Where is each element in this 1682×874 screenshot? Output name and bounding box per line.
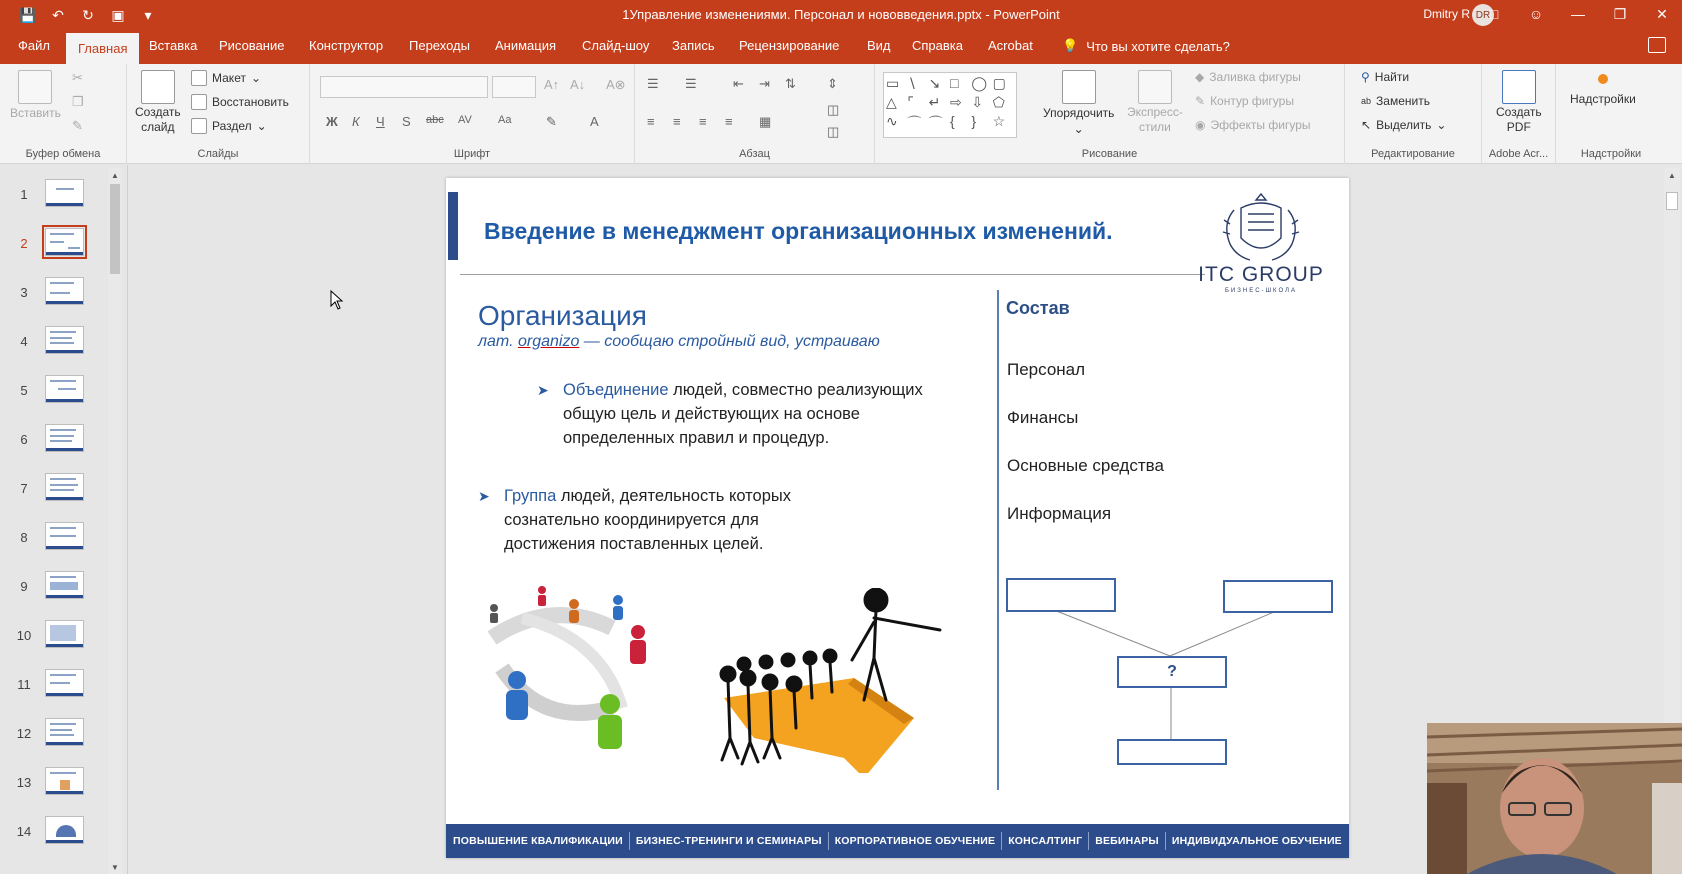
pentagon-shape-icon[interactable]: ⬠ (992, 94, 1005, 110)
reset-icon (191, 94, 207, 110)
ribbon-display-icon[interactable]: □ (1489, 6, 1499, 22)
ribbon-tabs (0, 30, 1682, 64)
elbow-shape-icon[interactable]: ↵ (928, 94, 941, 110)
underline-button[interactable]: Ч (376, 114, 385, 129)
tell-me-text: Что вы хотите сделать? (1086, 38, 1230, 54)
undo-icon[interactable]: ↶ (52, 6, 64, 23)
footer-item: КОНСАЛТИНГ (1008, 835, 1083, 847)
scrollbar-thumb[interactable] (110, 184, 120, 274)
slide-thumbnail[interactable]: 5 (0, 373, 110, 419)
slide-footer (446, 824, 1349, 858)
addins-button[interactable]: Надстройки (1570, 74, 1636, 106)
highlight-icon[interactable]: ✎ (546, 114, 557, 129)
save-icon[interactable]: 💾 (19, 6, 37, 23)
tell-me-box[interactable] (1062, 38, 1230, 54)
slide-thumbnail[interactable]: 3 (0, 275, 110, 321)
slide-thumbnail[interactable]: 7 (0, 471, 110, 517)
heading-divider (460, 274, 1205, 275)
section-icon (191, 118, 207, 134)
scrollbar-thumb[interactable] (1666, 192, 1678, 210)
align-right-icon[interactable]: ≡ (699, 114, 707, 129)
diagram-box-top-right[interactable] (1223, 580, 1333, 613)
shapes-gallery[interactable] (883, 72, 1017, 138)
shape-outline-button[interactable]: ✎ Контур фигуры (1195, 94, 1294, 108)
tab-record[interactable]: Запись (672, 38, 715, 53)
thumbnail-image (45, 375, 84, 403)
freeform-shape-icon[interactable]: ∿ (886, 113, 898, 129)
footer-item: ИНДИВИДУАЛЬНОЕ ОБУЧЕНИЕ (1171, 835, 1342, 847)
latin-word: organizo (517, 333, 580, 350)
replace-button[interactable]: ab Заменить (1361, 94, 1430, 108)
tab-animations[interactable]: Анимация (495, 38, 557, 53)
thumbnail-image (45, 228, 84, 256)
font-color-icon[interactable]: A (590, 114, 599, 129)
slide-thumbnail[interactable]: 9 (0, 569, 110, 615)
shape-fill-button[interactable]: ◆ Заливка фигуры (1195, 70, 1301, 84)
curve-shape-icon[interactable]: ⌒ (907, 115, 922, 131)
diagram-box-top-left[interactable] (1006, 578, 1116, 612)
shadow-button[interactable]: S (402, 114, 411, 129)
tab-view[interactable]: Вид (867, 38, 891, 53)
close-icon[interactable]: ✕ (1656, 5, 1668, 22)
thumbnail-image (45, 179, 84, 207)
group-paragraph (635, 64, 875, 164)
clipboard-icon (18, 70, 52, 104)
paint-bucket-icon: ◆ (1195, 70, 1205, 84)
smartart-icon[interactable]: ◫ (827, 124, 840, 139)
group-label: Буфер обмена (25, 148, 101, 160)
slide-heading[interactable]: Введение в менеджмент организационных изменений. (484, 218, 1113, 244)
group-label: Редактирование (1371, 148, 1455, 160)
webcam-video-image (1427, 723, 1682, 874)
cut-icon[interactable]: ✂ (72, 70, 83, 85)
thumbnail-image (45, 620, 84, 648)
scroll-up-icon[interactable]: ▲ (1668, 170, 1676, 180)
composition-item[interactable]: Финансы (1007, 408, 1079, 427)
webcam-overlay (1427, 723, 1682, 874)
column-divider (997, 290, 999, 790)
replace-icon: ab (1361, 96, 1372, 106)
strikethrough-button[interactable]: abc (426, 114, 444, 126)
thumbnail-image (45, 767, 84, 795)
arc-shape-icon[interactable]: ⌒ (928, 115, 943, 131)
group-font (310, 64, 635, 164)
ribbon (0, 64, 1682, 164)
bullet-arrow-icon: ➤ (478, 488, 490, 504)
smiley-icon[interactable]: ☺ (1528, 6, 1544, 22)
tab-slideshow[interactable]: Слайд-шоу (582, 38, 650, 53)
align-center-icon[interactable]: ≡ (673, 114, 681, 129)
numbering-icon[interactable]: ☰ (685, 76, 697, 91)
paste-button[interactable]: Вставить (10, 70, 61, 120)
shrink-font-icon[interactable]: A↓ (570, 77, 586, 92)
group-editing (1345, 64, 1482, 164)
bullet-arrow-icon: ➤ (537, 382, 549, 398)
group-label: Шрифт (453, 148, 491, 160)
right-arrow-shape-icon[interactable]: ⇨ (950, 94, 962, 110)
line-spacing-icon[interactable]: ⇅ (785, 76, 796, 91)
new-slide-icon (141, 70, 175, 104)
slide-canvas[interactable] (446, 178, 1349, 858)
slide-thumbnail[interactable]: 11 (0, 667, 110, 713)
slide-thumbnail[interactable]: 4 (0, 324, 110, 370)
tab-review[interactable]: Рецензирование (739, 38, 840, 53)
thumbnails-scrollbar[interactable] (108, 168, 122, 874)
tab-design[interactable]: Конструктор (309, 38, 384, 53)
slide-thumbnail[interactable]: 1 (0, 177, 110, 223)
tab-home[interactable]: Главная (66, 33, 139, 64)
group-drawing (875, 64, 1345, 164)
create-pdf-button[interactable]: Создать PDF (1496, 70, 1542, 134)
bullet-association[interactable]: ➤ Объединение людей, совместно реализующих общую цель и действующих на основе определенных правил и процедур. (563, 378, 963, 450)
increase-indent-icon[interactable]: ⇥ (759, 76, 770, 91)
italic-button[interactable]: К (352, 114, 360, 129)
tab-insert[interactable]: Вставка (149, 38, 198, 53)
chevron-down-icon: ⌄ (1436, 118, 1447, 132)
columns-icon[interactable]: ▦ (759, 114, 772, 129)
pdf-icon (1502, 70, 1536, 104)
thumbnail-image (45, 473, 84, 501)
star-shape-icon[interactable]: ☆ (992, 113, 1006, 129)
char-spacing-button[interactable]: AV (458, 114, 472, 126)
composition-item[interactable]: Основные средства (1007, 456, 1164, 475)
avatar[interactable]: DR (1472, 4, 1494, 26)
leader-team-illustration (714, 588, 946, 773)
logo-text: ITC GROUP (1198, 263, 1324, 286)
find-button[interactable]: ⚲ Найти (1361, 70, 1410, 84)
thumbnail-image (45, 326, 84, 354)
align-text-icon[interactable]: ◫ (827, 102, 840, 117)
group-label: Adobe Acr... (1488, 148, 1549, 160)
group-label: Абзац (739, 148, 770, 160)
bold-button[interactable]: Ж (326, 114, 338, 129)
triangle-shape-icon[interactable]: △ (886, 94, 897, 110)
user-name[interactable]: Dmitry R (1423, 7, 1470, 21)
diagram-box-bottom[interactable] (1117, 739, 1227, 765)
group-clipboard (0, 64, 127, 164)
group-addins (1556, 64, 1666, 164)
arrange-button[interactable]: Упорядочить ⌄ (1043, 70, 1114, 136)
align-left-icon[interactable]: ≡ (647, 114, 655, 129)
search-icon: ⚲ (1361, 70, 1370, 84)
effects-icon: ◉ (1195, 118, 1206, 132)
format-painter-icon[interactable]: ✎ (72, 118, 83, 133)
rounded-rect-shape-icon[interactable]: ▢ (992, 75, 1006, 91)
copy-icon[interactable]: ❐ (72, 94, 84, 109)
group-adobe (1482, 64, 1556, 164)
new-slide-button[interactable]: Создать слайд (135, 70, 181, 134)
group-label: Рисование (1081, 148, 1138, 160)
thumbnail-image (45, 424, 84, 452)
line-shape-icon[interactable]: ∖ (907, 75, 917, 91)
slide-thumbnail[interactable]: 10 (0, 618, 110, 664)
text-direction-icon[interactable]: ⇕ (827, 76, 838, 91)
thumbnail-image (45, 277, 84, 305)
font-size-combo[interactable] (492, 76, 536, 98)
tab-transitions[interactable]: Переходы (409, 38, 470, 53)
chevron-down-icon: ⌄ (250, 71, 262, 85)
right-brace-shape-icon[interactable]: } (971, 113, 977, 129)
group-label: Надстройки (1580, 148, 1642, 160)
logo-subtitle: БИЗНЕС-ШКОЛА (1224, 288, 1297, 294)
thumbnail-image (45, 718, 84, 746)
slideshow-icon[interactable]: ▣ (111, 6, 125, 23)
slide-thumbnail[interactable]: 12 (0, 716, 110, 762)
slide-thumbnail[interactable]: 13 (0, 765, 110, 811)
thumbnail-image (45, 522, 84, 550)
layout-button[interactable]: Макет ⌄ (191, 70, 261, 86)
maximize-icon[interactable]: ❐ (1613, 5, 1627, 22)
shape-effects-button[interactable]: ◉ Эффекты фигуры (1195, 118, 1311, 132)
change-case-button[interactable]: Aa (498, 114, 512, 126)
slide-thumbnail[interactable]: 8 (0, 520, 110, 566)
grow-font-icon[interactable]: A↑ (544, 77, 560, 92)
select-button[interactable]: ↖ Выделить ⌄ (1361, 118, 1447, 132)
minimize-icon[interactable]: — (1571, 6, 1585, 22)
group-label: Слайды (197, 148, 239, 160)
title-accent-bar (448, 192, 458, 260)
window-controls (1484, 3, 1672, 25)
slide-thumbnail[interactable]: 6 (0, 422, 110, 468)
composition-item[interactable]: Информация (1007, 504, 1112, 523)
thumbnail-image (45, 816, 84, 844)
footer-item: БИЗНЕС-ТРЕНИНГИ И СЕМИНАРЫ (635, 835, 822, 847)
oval-shape-icon[interactable]: ◯ (971, 75, 987, 91)
pen-icon: ✎ (1195, 94, 1206, 108)
layout-icon (191, 70, 207, 86)
tab-help[interactable]: Справка (912, 38, 963, 53)
rectangle-shape-icon[interactable]: □ (950, 75, 959, 91)
bullet-group[interactable]: ➤ Группа людей, деятельность которых сознательно координируется для достижения поставленных целей. (504, 484, 834, 556)
slide-scrollbar[interactable] (1664, 168, 1680, 728)
down-arrow-shape-icon[interactable]: ⇩ (971, 94, 984, 110)
font-name-combo[interactable] (320, 76, 488, 98)
addins-icon (1598, 74, 1608, 84)
tab-draw[interactable]: Рисование (219, 38, 285, 53)
textbox-shape-icon[interactable]: ▭ (886, 75, 900, 91)
group-slides (127, 64, 310, 164)
composition-title[interactable]: Состав (1006, 298, 1070, 318)
quick-styles-button[interactable]: Экспресс- стили (1127, 70, 1183, 134)
customize-qat-icon[interactable]: ▾ (144, 6, 152, 23)
reset-button[interactable]: Восстановить (191, 94, 289, 110)
mouse-cursor-icon (330, 290, 344, 310)
chevron-down-icon: ⌄ (256, 119, 267, 133)
composition-item[interactable]: Персонал (1007, 360, 1086, 379)
slide-thumbnail[interactable]: 14 (0, 814, 110, 860)
lightbulb-icon: 💡 (1062, 38, 1079, 53)
decrease-indent-icon[interactable]: ⇤ (733, 76, 744, 91)
arrange-icon (1062, 70, 1096, 104)
chevron-down-icon: ⌄ (1073, 122, 1084, 136)
footer-item: КОРПОРАТИВНОЕ ОБУЧЕНИЕ (834, 835, 996, 847)
clear-format-icon[interactable]: A⊗ (606, 77, 626, 92)
quick-styles-icon (1138, 70, 1172, 104)
connector-shape-icon[interactable]: ⌜ (907, 94, 914, 110)
organization-title[interactable]: Организация (478, 300, 647, 331)
footer-item: ПОВЫШЕНИЕ КВАЛИФИКАЦИИ (452, 835, 623, 847)
thumbnail-image (45, 669, 84, 697)
diagram-box-question[interactable]: ? (1117, 656, 1227, 688)
title-bar (0, 0, 1682, 30)
justify-icon[interactable]: ≡ (725, 114, 733, 129)
section-button[interactable]: Раздел ⌄ (191, 118, 267, 134)
scroll-down-icon[interactable]: ▼ (111, 862, 119, 872)
tab-acrobat[interactable]: Acrobat (988, 38, 1033, 53)
tab-file[interactable]: Файл (18, 38, 50, 53)
window-title: 1Управление изменениями. Персонал и нововведения.pptx - PowerPoint (622, 7, 1060, 22)
left-brace-shape-icon[interactable]: { (950, 113, 955, 129)
redo-icon[interactable]: ↻ (82, 6, 94, 23)
people-network-illustration (482, 578, 657, 763)
cursor-select-icon: ↖ (1361, 118, 1372, 132)
footer-item: ВЕБИНАРЫ (1095, 835, 1159, 847)
arrow-line-shape-icon[interactable]: ↘ (928, 75, 941, 91)
scroll-up-icon[interactable]: ▲ (111, 170, 119, 180)
comments-icon[interactable] (1648, 37, 1666, 53)
thumbnail-image (45, 571, 84, 599)
organization-etymology[interactable]: лат. organizo — сообщаю стройный вид, устраиваю (478, 333, 880, 350)
slide-thumbnail[interactable]: 2 (0, 226, 110, 272)
bullets-icon[interactable]: ☰ (647, 76, 659, 91)
